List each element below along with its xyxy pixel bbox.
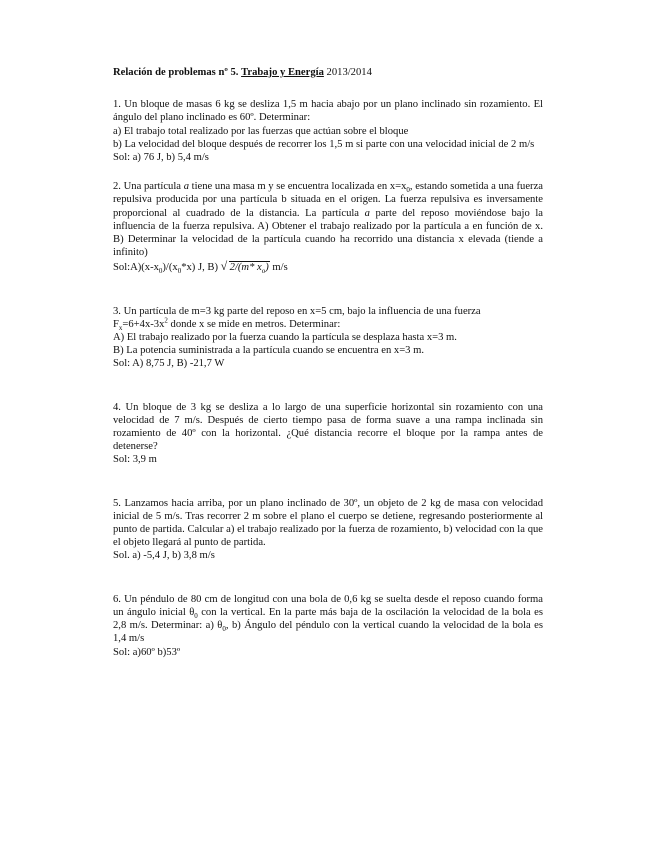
p6-text: , b) Ángulo del péndulo con la vertical cuando la velocidad de la bola es 1,4 m/s	[113, 620, 543, 645]
radicand	[229, 261, 270, 276]
problem-3	[113, 305, 543, 371]
problem-5	[113, 497, 543, 563]
p6-sub: 0	[222, 625, 226, 634]
problem-4-solution: Sol: 3,9 m	[113, 454, 157, 466]
problem-5-statement: 5. Lanzamos hacia arriba, por un plano inclinado de 30º, un objeto de 2 kg de masa con velocidad inicial de 5 m/s. Tras recorrer 2 m sobre el plano el cuerpo se detiene, regresando posteriormente al punto de partida. Calcular a) el trabajo realizado por la fuerza de rozamiento, b) velocidad con la que el objeto llegará al punto de partida.	[113, 497, 543, 549]
problem-4-statement: 4. Un bloque de 3 kg se desliza a lo largo de una superficie horizontal sin rozamiento con una velocidad de 7 m/s. Después de cierto tiempo pasa de forma suave a una rampa inclinada sin rozamiento de 40º con la horizontal. ¿Qué distancia recorre el bloque por la rampa antes de detenerse?	[113, 401, 543, 453]
radicand-close: )	[265, 262, 269, 274]
p2-particle-a: a	[183, 181, 189, 193]
problem-3-solution: Sol: A) 8,75 J, B) -21,7 W	[113, 358, 225, 370]
p3-sub: x	[118, 323, 123, 332]
p2-sol-sub: 0	[177, 267, 182, 276]
problem-1-part-a: a) El trabajo total realizado por las fuerzas que actúan sobre el bloque	[113, 125, 409, 137]
problem-4	[113, 401, 543, 467]
p2-text: , estando sometida a una fuerza repulsiva producida por una partícula b situada en el origen. La fuerza repulsiva es inversamente proporcional al cuadrado de la distancia. La partícula	[113, 181, 543, 219]
p2-text: 2. Una partícula	[113, 181, 184, 193]
p2-text: tiene una masa m y se encuentra localizada en x=x	[188, 181, 407, 193]
p3-sup: 2	[164, 316, 168, 325]
radical-sign-icon: √	[220, 259, 228, 274]
problem-3-part-b: B) La potencia suministrada a la partícula cuando se encuentra en x=3 m.	[113, 345, 425, 357]
square-root-expression	[221, 261, 270, 274]
p6-sub: 0	[194, 612, 198, 620]
p2-sub: 0	[406, 186, 410, 195]
p2-sol-sub: 0	[158, 267, 163, 276]
problem-1	[113, 98, 543, 164]
problem-5-solution: Sol. a) -5,4 J, b) 3,8 m/s	[113, 550, 215, 562]
problem-3-part-a: A) El trabajo realizado por la fuerza cuando la partícula se desplaza hasta x=3 m.	[113, 332, 457, 344]
title-bold: Relación de problemas nº 5.	[113, 67, 239, 78]
p6-text: 6. Un péndulo de 80 cm de longitud con una bola de 0,6 kg se suelta desde el reposo cuando forma un ángulo inicial θ	[113, 593, 543, 618]
problem-1-part-b: b) La velocidad del bloque después de recorrer los 1,5 m si parte con una velocidad inicial de 2 m/s	[113, 138, 535, 150]
p2-particle-a: a	[364, 207, 370, 219]
p2-text: parte del reposo moviéndose bajo la influencia de la fuerza repulsiva. A) Obtener el trabajo realizado por la partícula a en función de x. B) Determinar la velocidad de la partícula cuando ha recorrido una distancia x elevada (tiende a infinito)	[113, 207, 543, 259]
p2-sol: *x) J, B)	[181, 262, 218, 274]
p3-force: F	[113, 318, 119, 330]
title-topic: Trabajo y Energía	[241, 67, 324, 78]
p2-sol: Sol:A)(x-x	[113, 262, 159, 274]
title-year: 2013/2014	[326, 67, 372, 78]
problem-2-solution	[113, 261, 543, 274]
problem-1-solution: Sol: a) 76 J, b) 5,4 m/s	[113, 152, 209, 164]
problem-3-line-2	[113, 318, 543, 331]
p3-text: donde x se mide en metros. Determinar:	[167, 318, 341, 330]
p6-text: con la vertical. En la parte más baja de la oscilación la velocidad de la bola es 2,8 m/s. Determinar: a) θ	[113, 606, 544, 632]
radicand-sub: o	[261, 267, 266, 276]
problem-6	[113, 593, 543, 659]
p2-units: m/s	[272, 262, 288, 274]
p2-sol: )/(x	[162, 262, 178, 274]
problem-1-statement: 1. Un bloque de masas 6 kg se desliza 1,5 m hacia abajo por un plano inclinado sin rozamiento. El ángulo del plano inclinado es 60º. Determinar:	[113, 99, 543, 124]
problem-6-statement	[113, 593, 543, 646]
radicand-text: 2/(m* x	[229, 262, 262, 274]
problem-3-line-1: 3. Un partícula de m=3 kg parte del reposo en x=5 cm, bajo la influencia de una fuerza	[113, 305, 481, 317]
document-page	[113, 66, 543, 659]
problem-2	[113, 180, 543, 274]
p3-formula: =6+4x-3x	[122, 318, 165, 330]
problem-2-statement	[113, 180, 543, 259]
page-title	[113, 66, 543, 79]
problem-6-solution: Sol: a)60º b)53º	[113, 646, 181, 658]
